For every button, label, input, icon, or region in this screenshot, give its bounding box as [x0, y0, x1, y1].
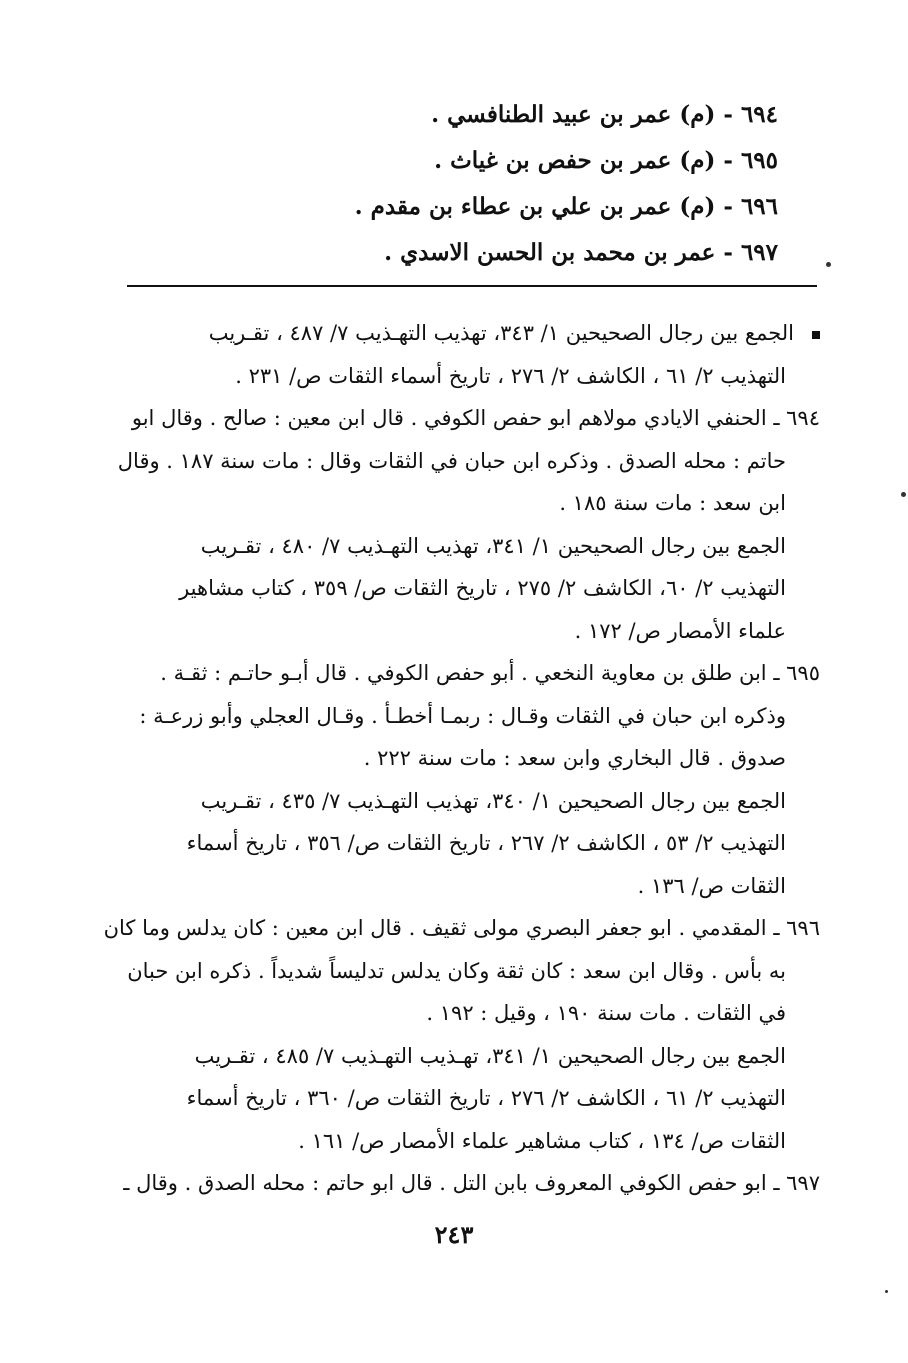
footnote-line: علماء الأمصار ص/ ١٧٢ .: [574, 618, 786, 643]
footnote-line: صدوق . قال البخاري وابن سعد : مات سنة ٢٢٢ .: [363, 746, 786, 770]
entry-heading-694: ٦٩٤ - (م) عمر بن عبيد الطنافسي .: [431, 101, 778, 128]
page-number: ٢٤٣: [434, 1220, 474, 1249]
speck: [826, 262, 831, 267]
footnote-line: التهذيب ٢/ ٦١ ، الكاشف ٢/ ٢٧٦ ، تاريخ أسماء الثقات ص/ ٢٣١ .: [235, 363, 786, 388]
footnote-line: ٦٩٤ ـ الحنفي الايادي مولاهم ابو حفص الكوفي . قال ابن معين : صالح . وقال ابو: [131, 406, 820, 430]
footnote-line: الجمع بين رجال الصحيحين ١/ ٣٤١، تهذيب التهـذيب ٧/ ٤٨٠ ، تقـريب: [200, 533, 786, 558]
footnote-line: [130, 312, 820, 355]
footnote-divider: [127, 285, 817, 287]
footnote-text: الجمع بين رجال الصحيحين ١/ ٣٤٣، تهذيب التهـذيب ٧/ ٤٨٧ ، تقـريب: [208, 321, 794, 345]
footnote-line: ٦٩٦ ـ المقدمي . ابو جعفر البصري مولى ثقيف . قال ابن معين : كان يدلس وما كان: [103, 916, 820, 940]
footnote-line: به بأس . وقال ابن سعد : كان ثقة وكان يدلس تدليساً شديداً . ذكره ابن حبان: [127, 958, 786, 983]
footnote-line: وذكره ابن حبان في الثقات وقـال : ربمـا أخطـأ . وقـال العجلي وأبو زرعـة :: [139, 703, 786, 728]
footnote-line: ٦٩٥ ـ ابن طلق بن معاوية النخعي . أبو حفص الكوفي . قال أبـو حاتـم : ثقـة .: [160, 661, 820, 685]
footnote-line: ٦٩٧ ـ ابو حفص الكوفي المعروف بابن التل . قال ابو حاتم : محله الصدق . وقال ـ: [123, 1171, 820, 1195]
entry-heading-695: ٦٩٥ - (م) عمر بن حفص بن غياث .: [434, 147, 778, 174]
footnotes: [103, 312, 820, 1205]
footnote-line: الجمع بين رجال الصحيحين ١/ ٣٤١، تهـذيب التهـذيب ٧/ ٤٨٥ ، تقـريب: [194, 1043, 786, 1068]
bullet-icon: [812, 331, 820, 339]
entry-heading-696: ٦٩٦ - (م) عمر بن علي بن عطاء بن مقدم .: [354, 193, 778, 220]
footnote-line: في الثقات . مات سنة ١٩٠ ، وقيل : ١٩٢ .: [426, 1001, 786, 1025]
entry-heading-697: ٦٩٧ - عمر بن محمد بن الحسن الاسدي .: [384, 239, 778, 266]
footnote-line: الثقات ص/ ١٣٦ .: [637, 873, 786, 898]
footnote-line: التهذيب ٢/ ٥٣ ، الكاشف ٢/ ٢٦٧ ، تاريخ الثقات ص/ ٣٥٦ ، تاريخ أسماء: [186, 831, 786, 855]
speck: [901, 492, 906, 497]
speck: [885, 1290, 888, 1293]
footnote-line: التهذيب ٢/ ٦١ ، الكاشف ٢/ ٢٧٦ ، تاريخ الثقات ص/ ٣٦٠ ، تاريخ أسماء: [186, 1086, 786, 1110]
entry-headings: [218, 92, 778, 276]
footnote-line: ابن سعد : مات سنة ١٨٥ .: [559, 491, 786, 515]
footnote-line: حاتم : محله الصدق . وذكره ابن حبان في الثقات وقال : مات سنة ١٨٧ . وقال: [117, 448, 786, 473]
footnote-line: التهذيب ٢/ ٦٠، الكاشف ٢/ ٢٧٥ ، تاريخ الثقات ص/ ٣٥٩ ، كتاب مشاهير: [179, 576, 786, 600]
footnote-line: الثقات ص/ ١٣٤ ، كتاب مشاهير علماء الأمصار ص/ ١٦١ .: [298, 1128, 786, 1153]
footnote-line: الجمع بين رجال الصحيحين ١/ ٣٤٠، تهذيب التهـذيب ٧/ ٤٣٥ ، تقـريب: [200, 788, 786, 813]
